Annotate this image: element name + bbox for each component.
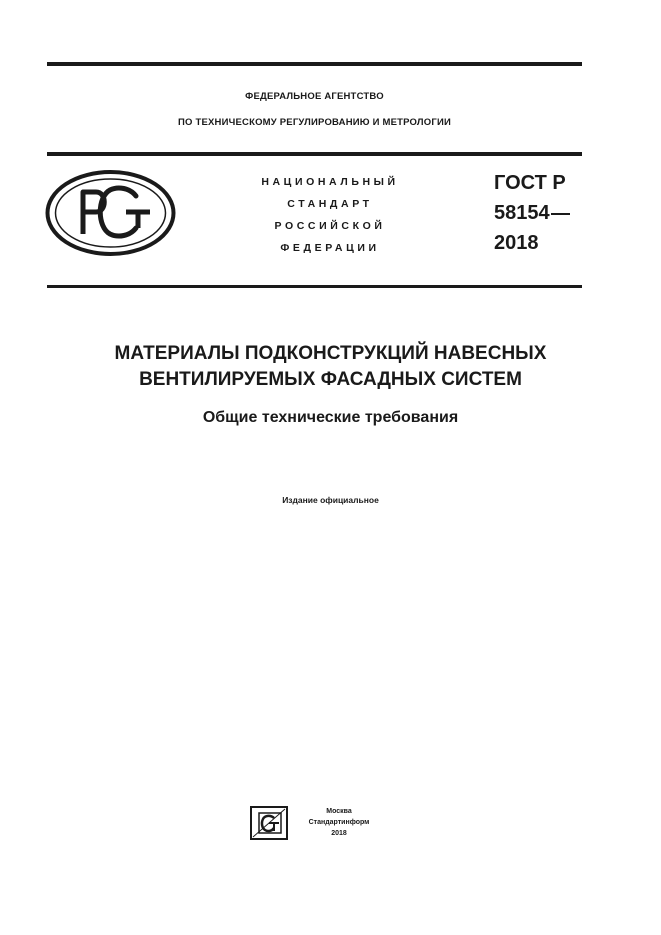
publisher-name: Стандартинформ [308,819,370,826]
designation-year: 2018 [494,232,539,254]
rst-emblem-icon [44,168,177,258]
designation-prefix: ГОСТ Р [494,172,566,194]
middle-rule [47,152,582,156]
publisher-imprint [294,806,384,839]
edition-note: Издание официальное [282,495,379,505]
designation-number: 58154 [494,202,550,224]
title-line2: ВЕНТИЛИРУЕМЫХ ФАСАДНЫХ СИСТЕМ [139,369,522,390]
designation-dash [551,213,570,215]
publisher-logo-icon [250,806,288,840]
document-subtitle: Общие технические требования [202,409,459,426]
agency-name-line2: ПО ТЕХНИЧЕСКОМУ РЕГУЛИРОВАНИЮ И МЕТРОЛОГИИ [178,117,451,128]
document-title [30,341,631,393]
standard-type-line1: НАЦИОНАЛЬНЫЙ [261,176,399,188]
top-rule [47,62,582,66]
publisher-city: Москва [326,808,352,815]
standard-designation [494,168,570,258]
agency-name-line1: ФЕДЕРАЛЬНОЕ АГЕНТСТВО [245,91,384,102]
publisher-year: 2018 [331,830,347,837]
title-line1: МАТЕРИАЛЫ ПОДКОНСТРУКЦИЙ НАВЕСНЫХ [114,343,547,364]
standard-type-line2: СТАНДАРТ [287,198,373,210]
standard-type-line3: РОССИЙСКОЙ [274,220,386,232]
standard-type-line4: ФЕДЕРАЦИИ [280,242,380,254]
standard-type [230,171,430,259]
lower-rule [47,285,582,288]
